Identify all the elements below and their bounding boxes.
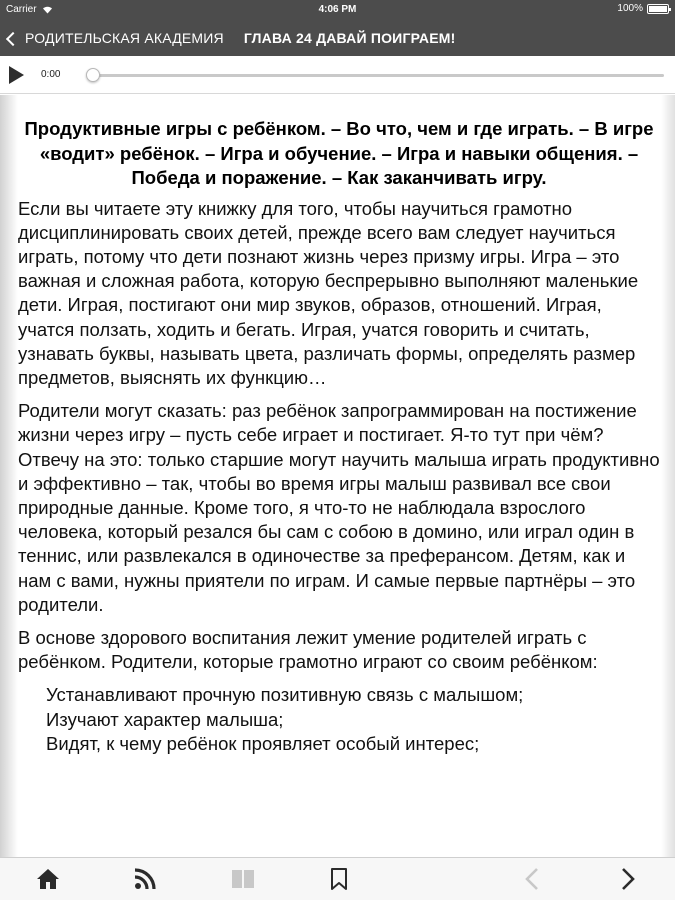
carrier-label: Carrier — [6, 4, 37, 15]
bottom-toolbar — [0, 857, 675, 900]
book-icon — [230, 866, 256, 892]
next-page-button[interactable] — [614, 866, 640, 892]
audio-player — [0, 56, 675, 94]
chevron-right-icon — [614, 866, 640, 892]
back-button-label: РОДИТЕЛЬСКАЯ АКАДЕМИЯ — [25, 30, 224, 46]
back-button[interactable] — [0, 20, 244, 56]
chevron-left-icon — [6, 31, 20, 45]
previous-page-button[interactable] — [520, 866, 546, 892]
list-item: Изучают характер малыша; — [46, 708, 284, 730]
play-button[interactable] — [9, 66, 27, 86]
bookmark-button[interactable] — [326, 866, 352, 892]
battery-percent: 100% — [617, 3, 643, 14]
paragraph: Родители могут сказать: раз ребёнок запрограммирован на постижение жизни через игру – пусть себе играет и постигает. Я-то тут при чём? Отвечу на это: только старшие могут научить малыша играть продуктивно и эффективно – так, чтобы во время игры малыш развивал все свои природные данные. Кроме того, я что-то не наблюдала взрослого человека, который резался бы сам с собою в домино, или играл один в теннис, или развлекался в одиночестве за преферансом. Детям, как и нам с вами, нужны приятели по играм. И самые первые партнёры – это родители. — [18, 400, 660, 615]
list-item: Устанавливают прочную позитивную связь с малышом; — [46, 684, 524, 706]
progress-track[interactable] — [92, 74, 664, 77]
article-heading: Продуктивные игры с ребёнком. – Во что, чем и где играть. – В игре «водит» ребёнок. – Игра и обучение. – Игра и навыки общения. – Победа и поражение. – Как заканчивать игру. — [24, 118, 654, 188]
elapsed-time: 0:00 — [41, 69, 61, 80]
battery-icon — [647, 4, 669, 14]
rss-button[interactable] — [132, 866, 158, 892]
contents-button[interactable] — [230, 866, 256, 892]
home-icon — [35, 866, 61, 892]
page-shadow-right — [661, 95, 675, 857]
list-item: Видят, к чему ребёнок проявляет особый интерес; — [46, 732, 480, 754]
status-bar — [0, 0, 675, 20]
benefits-list — [18, 683, 660, 756]
navigation-bar — [0, 20, 675, 56]
bookmark-icon — [326, 866, 352, 892]
chevron-left-icon — [520, 866, 546, 892]
paragraph: В основе здорового воспитания лежит умение родителей играть с ребёнком. Родители, которые грамотно играют со своим ребёнком: — [18, 626, 598, 673]
rss-icon — [132, 866, 158, 892]
play-icon — [9, 66, 24, 84]
battery-status — [617, 3, 669, 14]
reader-content[interactable] — [0, 95, 675, 857]
chapter-title: ГЛАВА 24 ДАВАЙ ПОИГРАЕМ! — [243, 30, 456, 46]
progress-slider-knob[interactable] — [86, 68, 100, 82]
page-shadow-left — [0, 95, 18, 857]
paragraph: Если вы читаете эту книжку для того, чтобы научиться грамотно дисциплинировать своих детей, прежде всего вам следует научиться играть, потому что дети познают жизнь через призму игры. Игра – это важная и сложная работа, которую беспрерывно выполняют маленькие дети. Играя, постигают они мир звуков, образов, отношений. Играя, учатся ползать, ходить и бегать. Играя, учатся говорить и считать, узнавать буквы, называть цвета, различать формы, определять размер предметов, выяснять их функцию… — [18, 197, 639, 388]
home-button[interactable] — [35, 866, 61, 892]
status-time: 4:06 PM — [318, 4, 357, 15]
article — [18, 117, 660, 756]
